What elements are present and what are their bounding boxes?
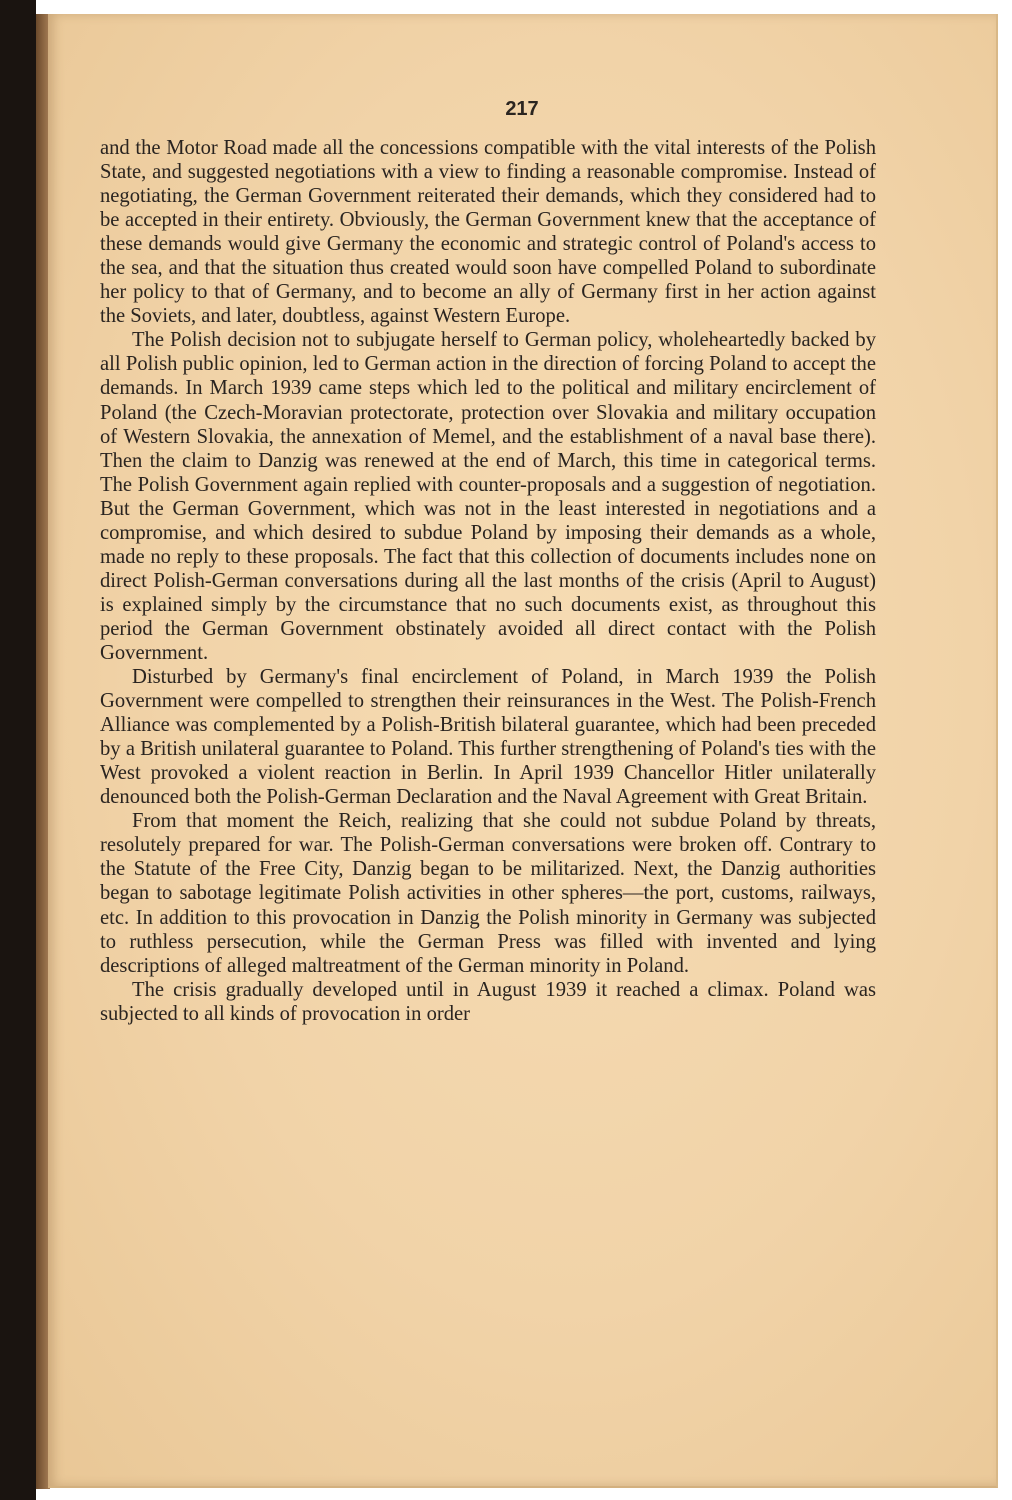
paragraph-preparation-for-war: From that moment the Reich, realizing that she could not subdue Poland by threats, resolutely prepared for war. The Polish-German conversations were broken off. Contrary to the Statute of the Free City, Danzig began to be militarized. Next, the Danzig authorities began to sabotage legitimate Polish activities in other spheres—the port, customs, railways, etc. In addition to this provocation in Danzig the Polish minority in Germany was subjected to ruthless persecution, while the German Press was filled with invented and lying descriptions of alleged maltreatment of the German minority in Poland. (100, 810, 876, 977)
paragraph-polish-decision: The Polish decision not to subjugate herself to German policy, wholeheartedly backed by all Polish public opinion, led to German action in the direction of forcing Poland to accept the demands. In March 1939 came steps which led to the political and military encirclement of Poland (the Czech-Moravian protectorate, protection over Slovakia and military occupation of Western Slovakia, the annexation of Memel, and the establishment of a naval base there). Then the claim to Danzig was renewed at the end of March, this time in categorical terms. The Polish Government again replied with counter-proposals and a suggestion of negotiation. But the German Government, which was not in the least interested in negotiations and a compromise, and which desired to subdue Poland by imposing their demands as a whole, made no reply to these proposals. The fact that this collection of documents includes none on direct Polish-German conversations during all the last months of the crisis (April to August) is explained simply by the circumstance that no such documents exist, as throughout this period the German Government obstinately avoided all direct contact with the Polish Government. (100, 329, 876, 664)
paragraph-crisis-climax: The crisis gradually developed until in August 1939 it reached a climax. Poland was subjected to all kinds of provocation in order (100, 978, 876, 1025)
paragraph-continued: and the Motor Road made all the concessions compatible with the vital interests of the Polish State, and suggested negotiations with a view to finding a reasonable compromise. Instead of negotiating, the German Government reiterated their demands, which they considered had to be accepted in their entirety. Obviously, the German Government knew that the acceptance of these demands would give Germany the economic and strategic control of Poland's access to the sea, and that the situation thus created would soon have compelled Poland to subordinate her policy to that of Germany, and to become an ally of Germany first in her action against the Soviets, and later, doubtless, against Western Europe. (100, 137, 876, 328)
book-spine (0, 0, 36, 1500)
page-body (100, 136, 876, 1026)
page-sheet (48, 14, 998, 1488)
paragraph-reinsurances: Disturbed by Germany's final encirclement of Poland, in March 1939 the Polish Government were compelled to strengthen their reinsurances in the West. The Polish-French Alliance was complemented by a Polish-British bilateral guarantee, which had been preceded by a British unilateral guarantee to Poland. This further strengthening of Poland's ties with the West provoked a violent reaction in Berlin. In April 1939 Chancellor Hitler unilaterally denounced both the Polish-German Declaration and the Naval Agreement with Great Britain. (100, 666, 876, 809)
page-number: 217 (505, 98, 539, 120)
